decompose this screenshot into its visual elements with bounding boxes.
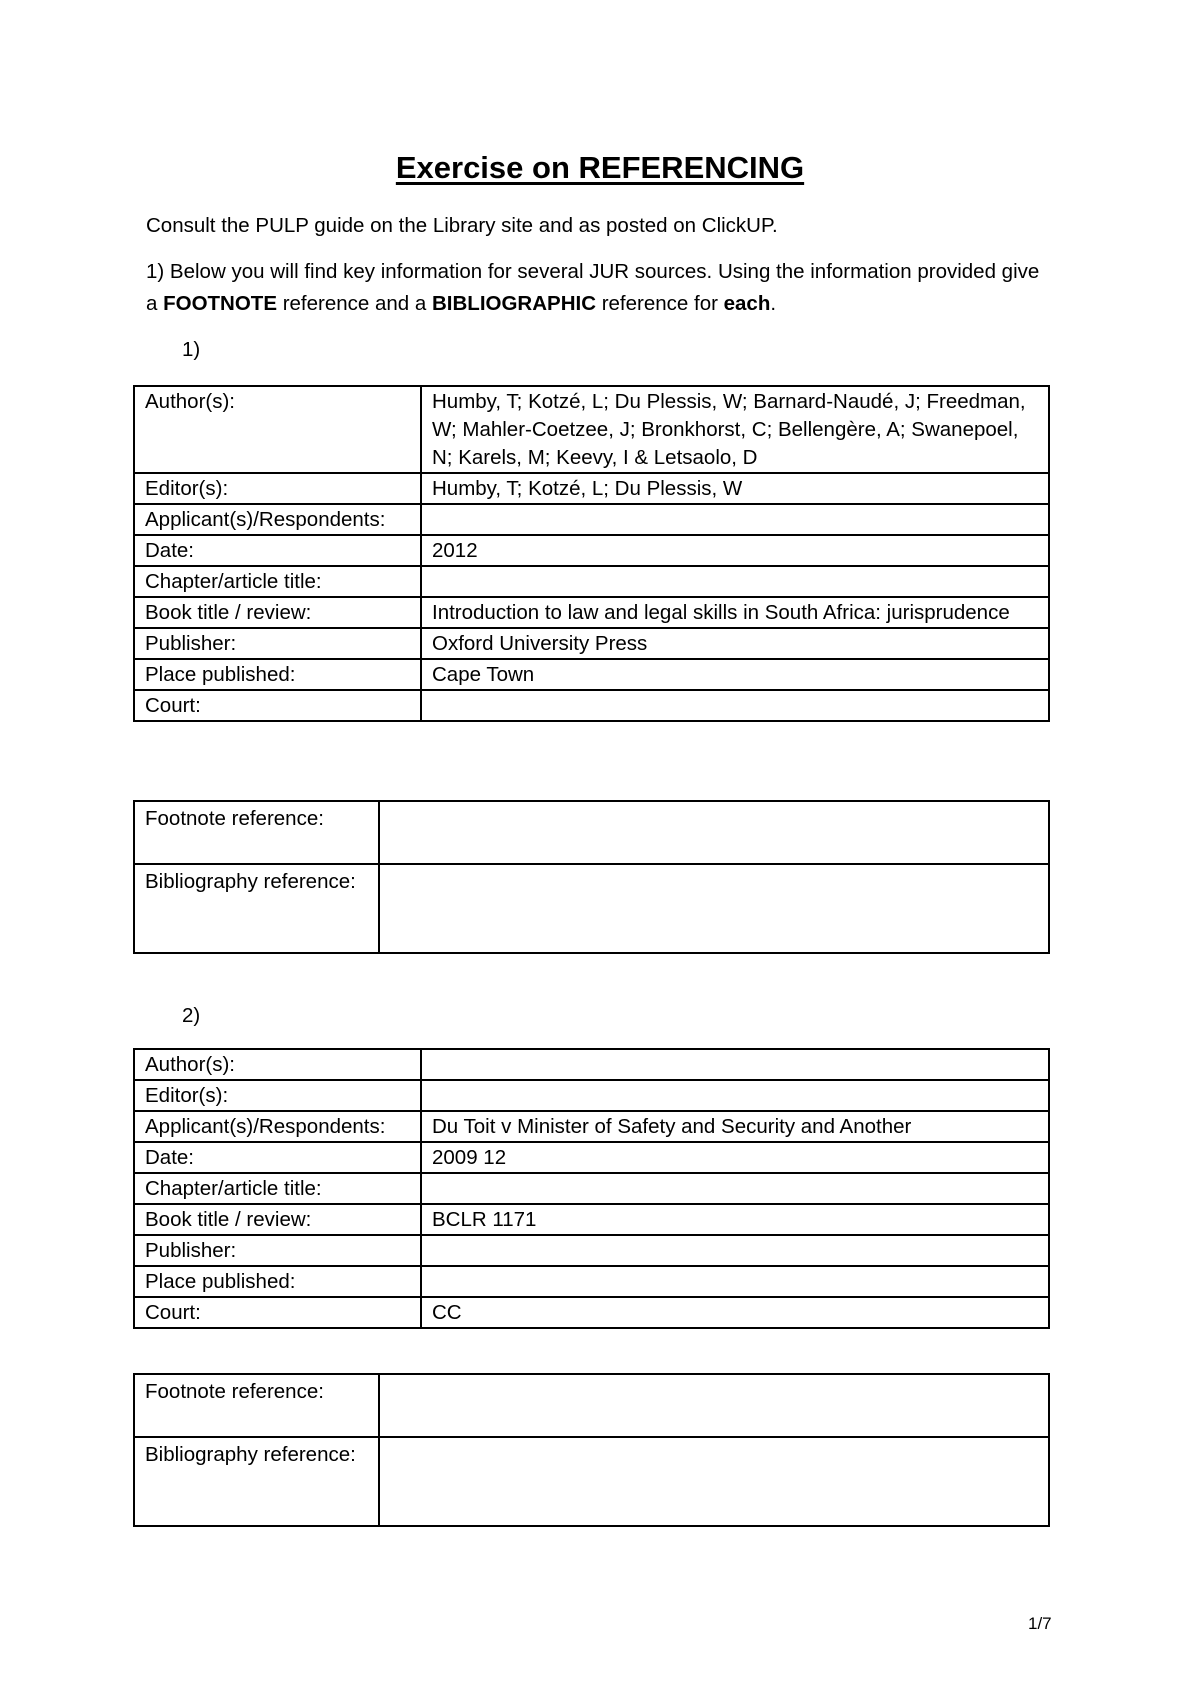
exercise-1-source-table [133,385,1050,722]
table-row [134,864,1049,953]
field-label: Publisher: [134,628,421,659]
footnote-label: Footnote reference: [134,1374,379,1437]
bibliography-answer-field[interactable] [379,1437,1049,1526]
exercise-2-answer-table [133,1373,1050,1527]
field-value: Du Toit v Minister of Safety and Security and Another [421,1111,1049,1142]
field-value: Humby, T; Kotzé, L; Du Plessis, W; Barnard-Naudé, J; Freedman, W; Mahler-Coetzee, J; Bronkhorst, C; Bellengère, A; Swanepoel, N; Karels, M; Keevy, I & Letsaolo, D [421,386,1049,473]
bibliography-answer-field[interactable] [379,864,1049,953]
exercise-2-source-table [133,1048,1050,1329]
field-value [421,504,1049,535]
field-value [421,1049,1049,1080]
field-label: Editor(s): [134,473,421,504]
instruction-text-4: . [770,292,777,315]
exercise-1-number: 1) [182,338,201,361]
table-row [134,566,1049,597]
field-label: Date: [134,1142,421,1173]
field-label: Court: [134,690,421,721]
instruction-bold-each: each [723,292,771,315]
table-row [134,386,1049,473]
field-label: Book title / review: [134,597,421,628]
table-row [134,1204,1049,1235]
field-label: Date: [134,535,421,566]
table-row [134,1235,1049,1266]
exercise-2-number: 2) [182,1004,201,1027]
table-row [134,1374,1049,1437]
field-value: Cape Town [421,659,1049,690]
field-value: 2012 [421,535,1049,566]
table-row [134,473,1049,504]
field-label: Applicant(s)/Respondents: [134,1111,421,1142]
field-label: Author(s): [134,1049,421,1080]
exercise-1-answer-table [133,800,1050,954]
field-label: Chapter/article title: [134,1173,421,1204]
table-row [134,535,1049,566]
footnote-answer-field[interactable] [379,801,1049,864]
table-row [134,597,1049,628]
table-row [134,801,1049,864]
field-label: Book title / review: [134,1204,421,1235]
page-number: 1/7 [1028,1614,1052,1633]
field-value [421,566,1049,597]
field-label: Applicant(s)/Respondents: [134,504,421,535]
bibliography-label: Bibliography reference: [134,1437,379,1526]
field-label: Author(s): [134,386,421,473]
field-value [421,1173,1049,1204]
instruction-text-2: reference and a [277,292,432,315]
table-row [134,1049,1049,1080]
field-value [421,690,1049,721]
field-label: Place published: [134,1266,421,1297]
table-row [134,659,1049,690]
instruction-paragraph [146,256,1046,320]
bibliography-label: Bibliography reference: [134,864,379,953]
footnote-label: Footnote reference: [134,801,379,864]
table-row [134,690,1049,721]
table-row [134,1111,1049,1142]
field-value: CC [421,1297,1049,1328]
table-row [134,1173,1049,1204]
field-label: Editor(s): [134,1080,421,1111]
field-value [421,1080,1049,1111]
table-row [134,628,1049,659]
page-title: Exercise on REFERENCING [395,150,805,185]
field-value: Humby, T; Kotzé, L; Du Plessis, W [421,473,1049,504]
table-row [134,1297,1049,1328]
field-label: Court: [134,1297,421,1328]
table-row [134,1142,1049,1173]
instruction-text-1: 1) Below you will find key information for several JUR sources. Using the information provided give a [146,260,1040,315]
table-row [134,1080,1049,1111]
field-label: Place published: [134,659,421,690]
table-row [134,1266,1049,1297]
field-value: Introduction to law and legal skills in South Africa: jurisprudence [421,597,1049,628]
field-label: Publisher: [134,1235,421,1266]
field-label: Chapter/article title: [134,566,421,597]
field-value: Oxford University Press [421,628,1049,659]
field-value: 2009 12 [421,1142,1049,1173]
table-row [134,1437,1049,1526]
field-value [421,1266,1049,1297]
footnote-answer-field[interactable] [379,1374,1049,1437]
field-value [421,1235,1049,1266]
table-row [134,504,1049,535]
instruction-bold-footnote: FOOTNOTE [163,292,277,315]
field-value: BCLR 1171 [421,1204,1049,1235]
instruction-bold-bibliographic: BIBLIOGRAPHIC [432,292,596,315]
intro-paragraph: Consult the PULP guide on the Library site and as posted on ClickUP. [146,214,778,237]
instruction-text-3: reference for [596,292,724,315]
